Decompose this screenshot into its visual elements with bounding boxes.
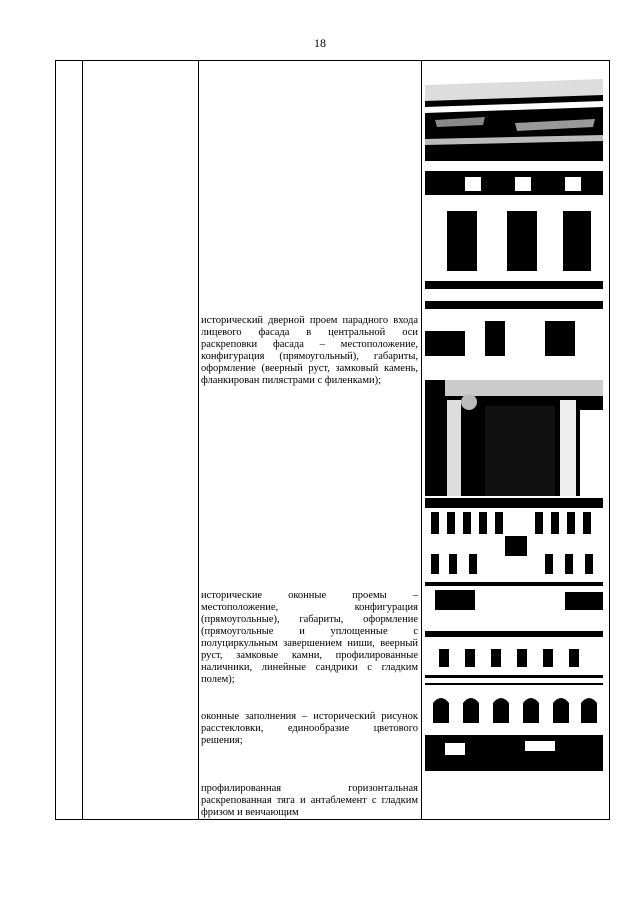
facade-windows-photo [425, 171, 603, 356]
entry-windows: исторические оконные проемы – местоположение, конфигурация (прямоугольные), габариты, оформление (прямоугольные и уплощенные с полуциркульным завершением ниши, веерный руст, замковые камни, профилированные наличники, линейные сандрики с гладким полем); [201, 590, 418, 685]
cornice-photo [425, 65, 603, 161]
column-divider [198, 61, 199, 819]
column-divider [421, 61, 422, 819]
facade-arched-windows-photo [425, 631, 603, 771]
page-number: 18 [314, 36, 326, 50]
monument-features-table [55, 60, 610, 820]
entry-doorway: исторический дверной проем парадного входа лицевого фасада в центральной оси раскреповки фасада – местоположение, конфигурация (прямоугольный), габариты, оформление (веерный руст, замковый камень, фланкирован пилястрами с филенками); [201, 315, 418, 386]
column-divider [82, 61, 83, 819]
entry-window-fillings: оконные заполнения – исторический рисунок расстекловки, единообразие цветового решения; [201, 711, 418, 746]
doorway-photo [425, 366, 603, 496]
entry-cornice: профилированная горизонтальная раскрепованная тяга и антаблемент с гладким фризом и венчающим [201, 783, 418, 818]
facade-street-photo [425, 498, 603, 610]
